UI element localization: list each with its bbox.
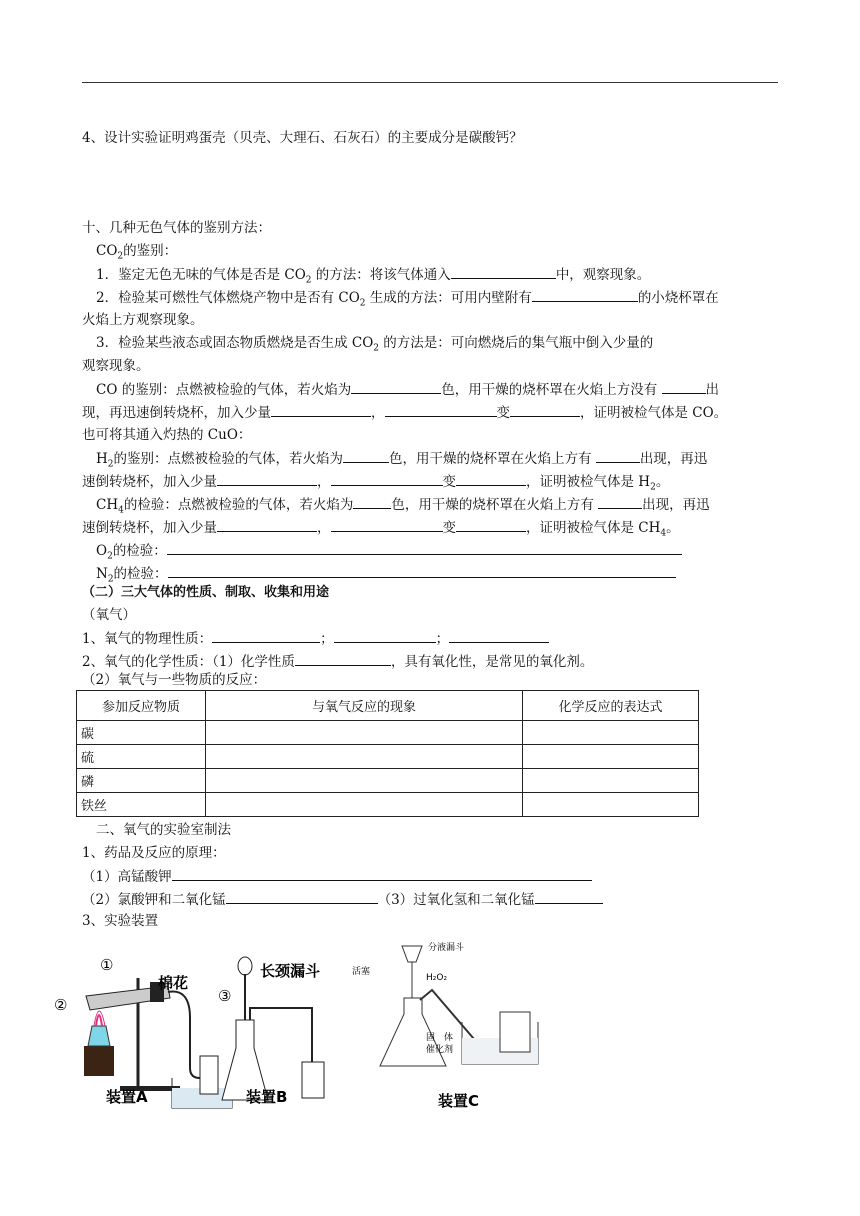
table-row	[77, 745, 699, 769]
caption-a: 装置A	[106, 1088, 148, 1106]
table-row	[77, 721, 699, 745]
blank[interactable]	[271, 402, 371, 417]
answer-cell[interactable]	[206, 793, 523, 817]
sep-funnel-label: 分液漏斗	[428, 943, 465, 953]
blank[interactable]	[334, 628, 436, 643]
ch4-line-1: $CH_4$的检验：点燃被检验的气体，若火焰为 色，用干燥的烧杯罩在火焰上方有 出现，再迅	[96, 494, 796, 521]
oxygen-label: （氧气）	[82, 607, 136, 623]
part-2-heading: （二）三大气体的性质、制取、收集和用途	[82, 585, 330, 600]
co2-title: $CO_2$的鉴别：	[96, 243, 178, 262]
apparatus-c-figure	[350, 938, 550, 1113]
ch4-line-2: 速倒转烧杯，加入少量 ， 变 ，证明被检气体是 $CH_4$。	[82, 517, 782, 544]
apparatus-a	[54, 956, 232, 1108]
reactant-cell: 磷	[77, 769, 206, 793]
oxygen-chemical: 2、氧气的化学性质：（1）化学性质 ，具有氧化性，是常见的氧化剂。	[82, 651, 782, 672]
catalyst-label-2: 催化剂	[426, 1045, 454, 1055]
lab-principle: 1、药品及反应的原理：	[82, 845, 226, 861]
apparatus-ab-figure	[50, 938, 340, 1113]
oxygen-physical: 1、氧气的物理性质： ； ；	[82, 628, 782, 649]
blank[interactable]	[535, 889, 603, 904]
blank[interactable]	[596, 448, 640, 463]
question-4: 4、设计实验证明鸡蛋壳（贝壳、大理石、石灰石）的主要成分是碳酸钙？	[82, 130, 523, 146]
funnel-label: 长颈漏斗	[260, 962, 321, 980]
table-row	[77, 793, 699, 817]
caption-b: 装置B	[246, 1088, 288, 1106]
wood-block	[84, 1046, 114, 1076]
h2-line-2: 速倒转烧杯，加入少量 ， 变 ，证明被检气体是 $H_2$。	[82, 471, 782, 498]
n2-check-line: $N_2$的检验：	[96, 563, 796, 590]
blank[interactable]	[449, 628, 549, 643]
answer-cell[interactable]	[206, 769, 523, 793]
blank[interactable]	[226, 889, 378, 904]
blank[interactable]	[167, 540, 682, 555]
cotton-label: 棉花	[158, 974, 189, 992]
reactant-cell: 铁丝	[77, 793, 206, 817]
collecting-bottle	[302, 1062, 324, 1098]
co-line-1: CO 的鉴别：点燃被检验的气体，若火焰为 色，用干燥的烧杯罩在火焰上方没有 出	[96, 379, 796, 400]
answer-cell[interactable]	[206, 721, 523, 745]
header-equation: 化学反应的表达式	[523, 691, 699, 721]
blank[interactable]	[331, 471, 443, 486]
blank[interactable]	[212, 628, 320, 643]
blank[interactable]	[351, 379, 441, 394]
header-phenomenon: 与氧气反应的现象	[206, 691, 523, 721]
table-header-row	[77, 691, 699, 721]
catalyst-label-1: 固 体	[426, 1033, 454, 1043]
answer-cell[interactable]	[523, 793, 699, 817]
blank[interactable]	[456, 471, 526, 486]
label-3: ③	[218, 987, 232, 1005]
o2-check-line: $O_2$的检验：	[96, 540, 796, 567]
answer-cell[interactable]	[523, 745, 699, 769]
co2-line-1: 1．鉴定无色无味的气体是否是 $CO_2$ 的方法：将该气体通入 中，观察现象。	[96, 264, 796, 291]
flame	[96, 1015, 102, 1026]
label-2: ②	[54, 996, 68, 1014]
funnel-top	[238, 957, 252, 975]
h2o2-label: H₂O₂	[426, 973, 448, 983]
co-line-3: 也可将其通入灼热的 CuO：	[82, 427, 252, 443]
lab-kclo3-h2o2: （2）氯酸钾和二氧化锰 （3）过氧化氢和二氧化锰	[82, 889, 782, 910]
blank[interactable]	[172, 866, 592, 881]
lab-apparatus-title: 3、实验装置	[82, 913, 159, 929]
blank[interactable]	[451, 264, 556, 279]
gas-jar	[200, 1056, 218, 1094]
separating-funnel	[402, 946, 422, 962]
blank[interactable]	[331, 517, 443, 532]
header-rule	[82, 82, 778, 83]
blank[interactable]	[295, 651, 391, 666]
delivery-tube-b	[250, 1008, 312, 1068]
label-1: ①	[100, 956, 114, 974]
co2-line-2-cont: 火焰上方观察现象。	[82, 312, 204, 328]
h2-line-1: $H_2$的鉴别：点燃被检验的气体，若火焰为 色，用干燥的烧杯罩在火焰上方有 出现，再迅	[96, 448, 796, 475]
blank[interactable]	[343, 448, 389, 463]
caption-c: 装置C	[438, 1092, 480, 1110]
delivery-tube	[168, 992, 200, 1078]
blank[interactable]	[532, 287, 638, 302]
lab-kmno4: （1）高锰酸钾	[82, 866, 782, 887]
blank[interactable]	[168, 563, 676, 578]
conical-flask-c	[380, 998, 446, 1066]
apparatus-b	[222, 957, 324, 1106]
answer-cell[interactable]	[523, 721, 699, 745]
blank[interactable]	[217, 517, 317, 532]
co2-line-3: 3．检验某些液态或固态物质燃烧是否生成 $CO_2$ 的方法是：可向燃烧后的集气瓶中倒入少量的	[96, 335, 654, 354]
header-reactant: 参加反应物质	[77, 691, 206, 721]
blank[interactable]	[510, 402, 580, 417]
lab-title: 二、氧气的实验室制法	[96, 822, 231, 838]
answer-cell[interactable]	[523, 769, 699, 793]
reactant-cell: 碳	[77, 721, 206, 745]
alcohol-lamp	[88, 1026, 110, 1046]
oxygen-reaction-table	[76, 690, 699, 817]
table-row	[77, 769, 699, 793]
reactant-cell: 硫	[77, 745, 206, 769]
gas-jar-c	[500, 1012, 530, 1052]
blank[interactable]	[598, 494, 642, 509]
blank[interactable]	[385, 402, 497, 417]
co-line-2: 现，再迅速倒转烧杯，加入少量 ， 变 ，证明被检气体是 CO。	[82, 402, 782, 423]
answer-cell[interactable]	[206, 745, 523, 769]
co2-line-2: 2．检验某可燃性气体燃烧产物中是否有 $CO_2$ 生成的方法：可用内壁附有 的小烧杯罩在	[96, 287, 796, 314]
reaction-title: （2）氧气与一些物质的反应：	[82, 672, 267, 688]
blank[interactable]	[353, 494, 391, 509]
blank[interactable]	[217, 471, 317, 486]
blank[interactable]	[456, 517, 526, 532]
stopcock-label: 活塞	[352, 967, 371, 977]
section-10-title: 十、几种无色气体的鉴别方法：	[82, 220, 271, 236]
co2-line-3-cont: 观察现象。	[82, 358, 150, 374]
blank[interactable]	[662, 379, 706, 394]
